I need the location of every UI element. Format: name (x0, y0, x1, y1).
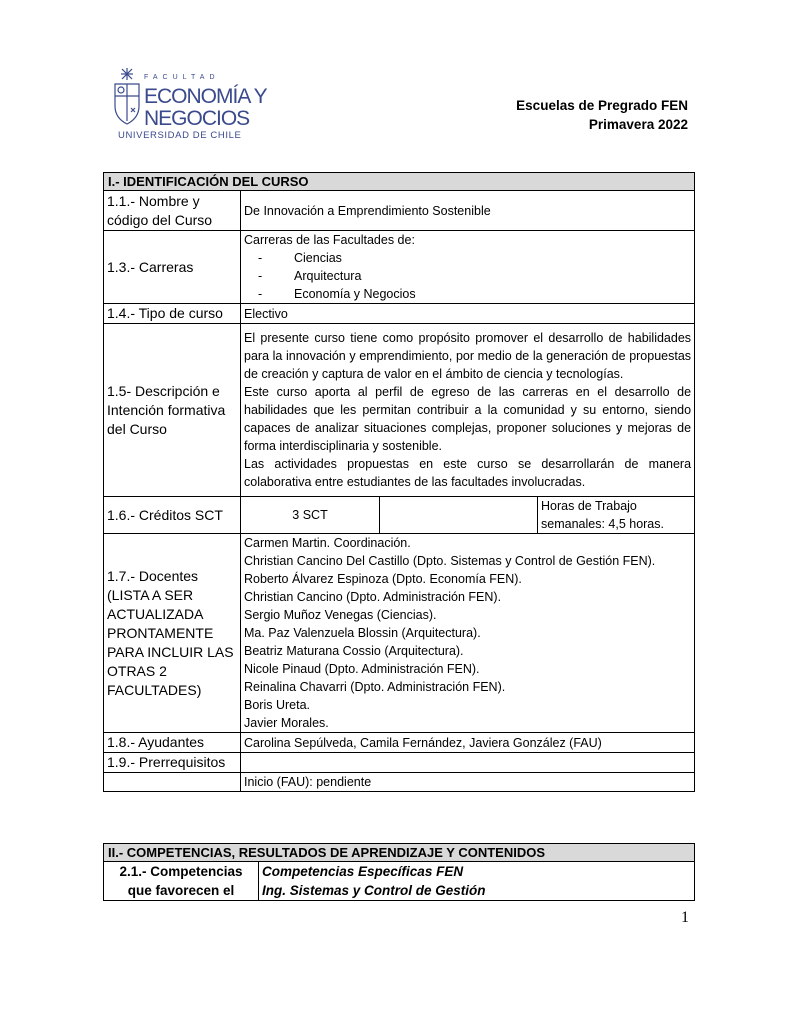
docente-item: Sergio Muñoz Venegas (Ciencias). (244, 608, 437, 622)
university-logo (110, 66, 267, 148)
row-creditos (104, 497, 695, 534)
value-ayudantes: Carolina Sepúlveda, Camila Fernández, Javiera González (FAU) (241, 733, 695, 753)
header-term: Primavera 2022 (588, 117, 688, 132)
row-descripcion (104, 324, 695, 497)
descripcion-p1: El presente curso tiene como propósito promover el desarrollo de habilidades para la innovación y emprendimiento, por medio de la generación de propuestas de creación y captura de valor en el ámbito de ciencia y tecnologías. (244, 331, 692, 381)
row-inicio (104, 773, 695, 792)
value-carreras (241, 231, 695, 304)
docente-item: Boris Ureta. (244, 698, 310, 712)
value-docentes (241, 534, 695, 733)
competencias-line1: Competencias Específicas FEN (262, 864, 464, 879)
value-creditos-empty (380, 497, 538, 534)
section-header-row (104, 844, 695, 862)
document-header (516, 96, 688, 134)
competencias-line2: Ing. Sistemas y Control de Gestión (262, 883, 486, 898)
course-identification-table (103, 172, 695, 792)
docente-item: Carmen Martin. Coordinación. (244, 536, 411, 550)
row-ayudantes (104, 733, 695, 753)
logo-economia-text: ECONOMÍA Y (144, 85, 267, 108)
label-descripcion: 1.5- Descripción e Intención formativa del Curso (104, 324, 241, 497)
docente-item: Nicole Pinaud (Dpto. Administración FEN). (244, 662, 480, 676)
section-header-row (104, 173, 695, 191)
label-docentes: 1.7.- Docentes (LISTA A SER ACTUALIZADA PRONTAMENTE PARA INCLUIR LAS OTRAS 2 FACULTADES) (104, 534, 241, 733)
carreras-intro: Carreras de las Facultades de: (244, 233, 415, 247)
value-nombre: De Innovación a Emprendimiento Sostenible (241, 191, 695, 231)
label-tipo: 1.4.- Tipo de curso (104, 304, 241, 324)
competencias-table (103, 843, 695, 901)
section2-title: II.- COMPETENCIAS, RESULTADOS DE APRENDIZAJE Y CONTENIDOS (104, 844, 695, 862)
descripcion-p2: Este curso aporta al perfil de egreso de las carreras en el desarrollo de habilidades que les permitan contribuir a la comunidad y su entorno, siendo capaces de analizar situaciones complejas, proponer soluciones y mejoras de forma interdisciplinaria y sostenible. (244, 385, 692, 453)
docente-item: Christian Cancino Del Castillo (Dpto. Sistemas y Control de Gestión FEN). (244, 554, 656, 568)
row-tipo (104, 304, 695, 324)
value-creditos: 3 SCT (241, 497, 380, 534)
list-item: - Economía y Negocios (258, 287, 416, 301)
page-number: 1 (681, 909, 689, 926)
docente-item: Beatriz Maturana Cossio (Arquitectura). (244, 644, 464, 658)
list-item: - Ciencias (258, 251, 342, 265)
logo-negocios-text: NEGOCIOS (144, 107, 250, 130)
value-competencias (259, 862, 695, 901)
logo-university-text: UNIVERSIDAD DE CHILE (118, 130, 242, 141)
label-inicio-empty (104, 773, 241, 792)
label-creditos: 1.6.- Créditos SCT (104, 497, 241, 534)
label-ayudantes: 1.8.- Ayudantes (104, 733, 241, 753)
header-school: Escuelas de Pregrado FEN (516, 98, 688, 113)
label-nombre: 1.1.- Nombre y código del Curso (104, 191, 241, 231)
row-nombre (104, 191, 695, 231)
value-horas: Horas de Trabajo semanales: 4,5 horas. (538, 497, 695, 534)
docente-item: Javier Morales. (244, 716, 329, 730)
row-competencias (104, 862, 695, 901)
label-competencias: 2.1.- Competencias que favorecen el (104, 862, 259, 901)
value-prerrequisitos (241, 753, 695, 773)
logo-faculty-text: FACULTAD (144, 74, 220, 81)
label-carreras: 1.3.- Carreras (104, 231, 241, 304)
row-docentes (104, 534, 695, 733)
value-descripcion (241, 324, 695, 497)
descripcion-p3: Las actividades propuestas en este curso se desarrollarán de manera colaborativa entre estudiantes de las facultades involucradas. (244, 457, 692, 489)
value-tipo: Electivo (241, 304, 695, 324)
docente-item: Christian Cancino (Dpto. Administración FEN). (244, 590, 502, 604)
docente-item: Ma. Paz Valenzuela Blossin (Arquitectura). (244, 626, 481, 640)
carreras-list (244, 249, 691, 303)
section1-title: I.- IDENTIFICACIÓN DEL CURSO (104, 173, 695, 191)
row-carreras (104, 231, 695, 304)
label-prerrequisitos: 1.9.- Prerrequisitos (104, 753, 241, 773)
docente-item: Reinalina Chavarri (Dpto. Administración FEN). (244, 680, 506, 694)
value-inicio: Inicio (FAU): pendiente (241, 773, 695, 792)
list-item: - Arquitectura (258, 269, 362, 283)
row-prerrequisitos (104, 753, 695, 773)
docente-item: Roberto Álvarez Espinoza (Dpto. Economía FEN). (244, 572, 522, 586)
